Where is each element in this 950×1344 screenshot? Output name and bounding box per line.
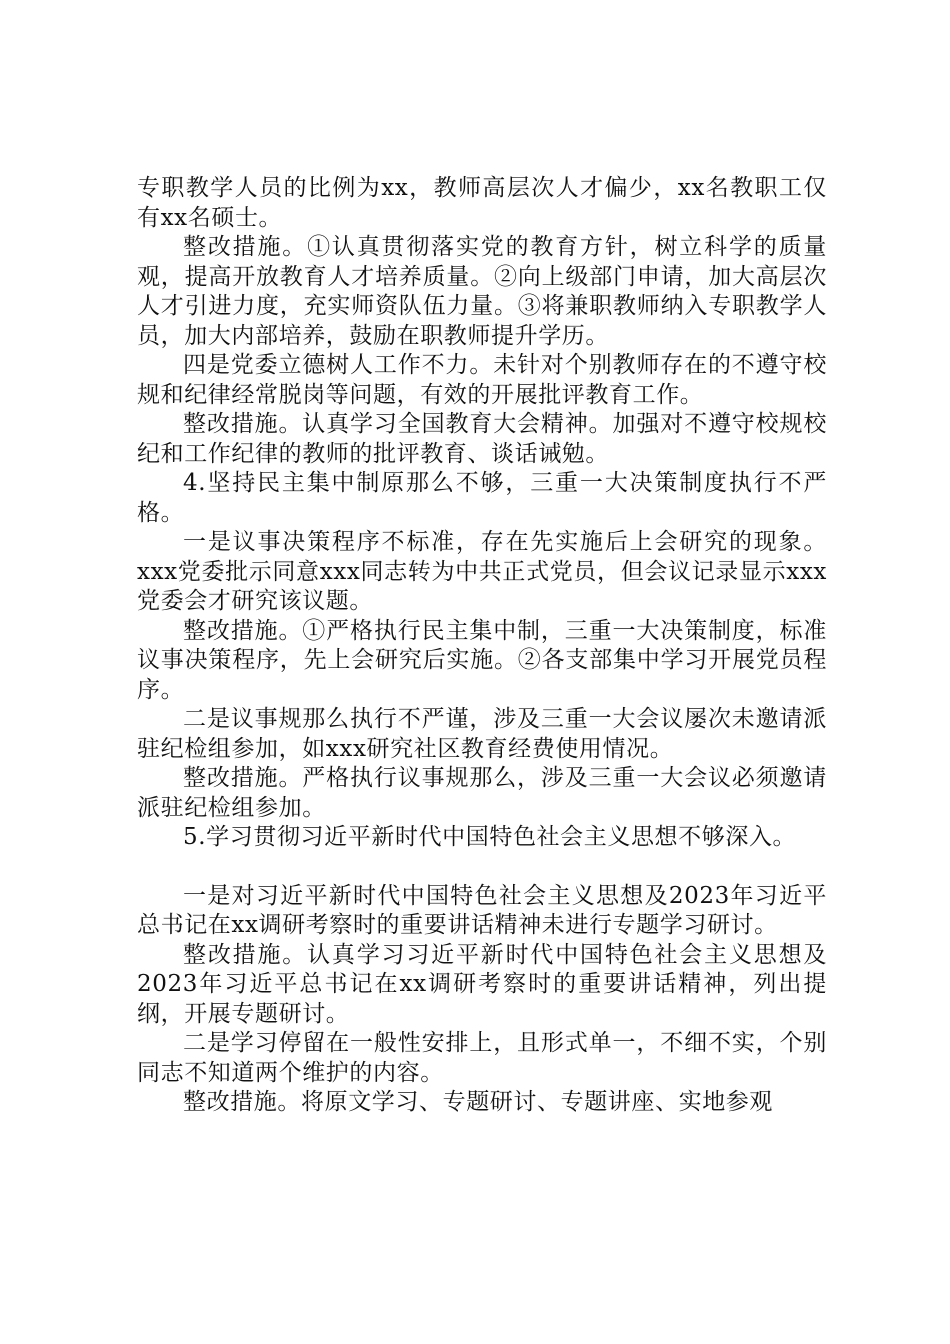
paragraph: 整改措施。将原文学习、专题研讨、专题讲座、实地参观: [183, 1089, 773, 1115]
paragraph: 整改措施。认真学习全国教育大会精神。加强对不遵守校规校纪和工作纪律的教师的批评教育、谈话诫勉。: [137, 411, 827, 467]
paragraph: 四是党委立德树人工作不力。未针对个别教师存在的不遵守校规和纪律经常脱岗等问题，有效的开展批评教育工作。: [137, 352, 827, 408]
document-body: [137, 174, 827, 1118]
paragraph: 一是对习近平新时代中国特色社会主义思想及2023年习近平总书记在xx调研考察时的重要讲话精神未进行专题学习研讨。: [137, 882, 827, 938]
paragraph: 二是学习停留在一般性安排上，且形式单一，不细不实，个别同志不知道两个维护的内容。: [137, 1030, 827, 1086]
paragraph: 一是议事决策程序不标准，存在先实施后上会研究的现象。xxx党委批示同意xxx同志转为中共正式党员，但会议记录显示xxx党委会才研究该议题。: [137, 529, 827, 614]
section-heading: 5.学习贯彻习近平新时代中国特色社会主义思想不够深入。: [183, 824, 797, 850]
paragraph: 整改措施。①严格执行民主集中制，三重一大决策制度，标准议事决策程序，先上会研究后实施。②各支部集中学习开展党员程序。: [137, 617, 827, 703]
paragraph: 整改措施。认真学习习近平新时代中国特色社会主义思想及2023年习近平总书记在xx调研考察时的重要讲话精神，列出提纲，开展专题研讨。: [137, 941, 827, 1027]
paragraph: 整改措施。严格执行议事规那么，涉及三重一大会议必须邀请派驻纪检组参加。: [137, 765, 827, 821]
paragraph: 专职教学人员的比例为xx，教师高层次人才偏少，xx名教职工仅有xx名硕士。: [137, 175, 827, 231]
paragraph: 整改措施。①认真贯彻落实党的教育方针，树立科学的质量观，提高开放教育人才培养质量。②向上级部门申请，加大高层次人才引进力度，充实师资队伍力量。③将兼职教师纳入专职教学人员，加大内部培养，鼓励在职教师提升学历。: [137, 234, 827, 349]
section-heading: 4.坚持民主集中制原那么不够，三重一大决策制度执行不严格。: [137, 470, 827, 526]
paragraph: 二是议事规那么执行不严谨，涉及三重一大会议屡次未邀请派驻纪检组参加，如xxx研究社区教育经费使用情况。: [137, 706, 827, 762]
